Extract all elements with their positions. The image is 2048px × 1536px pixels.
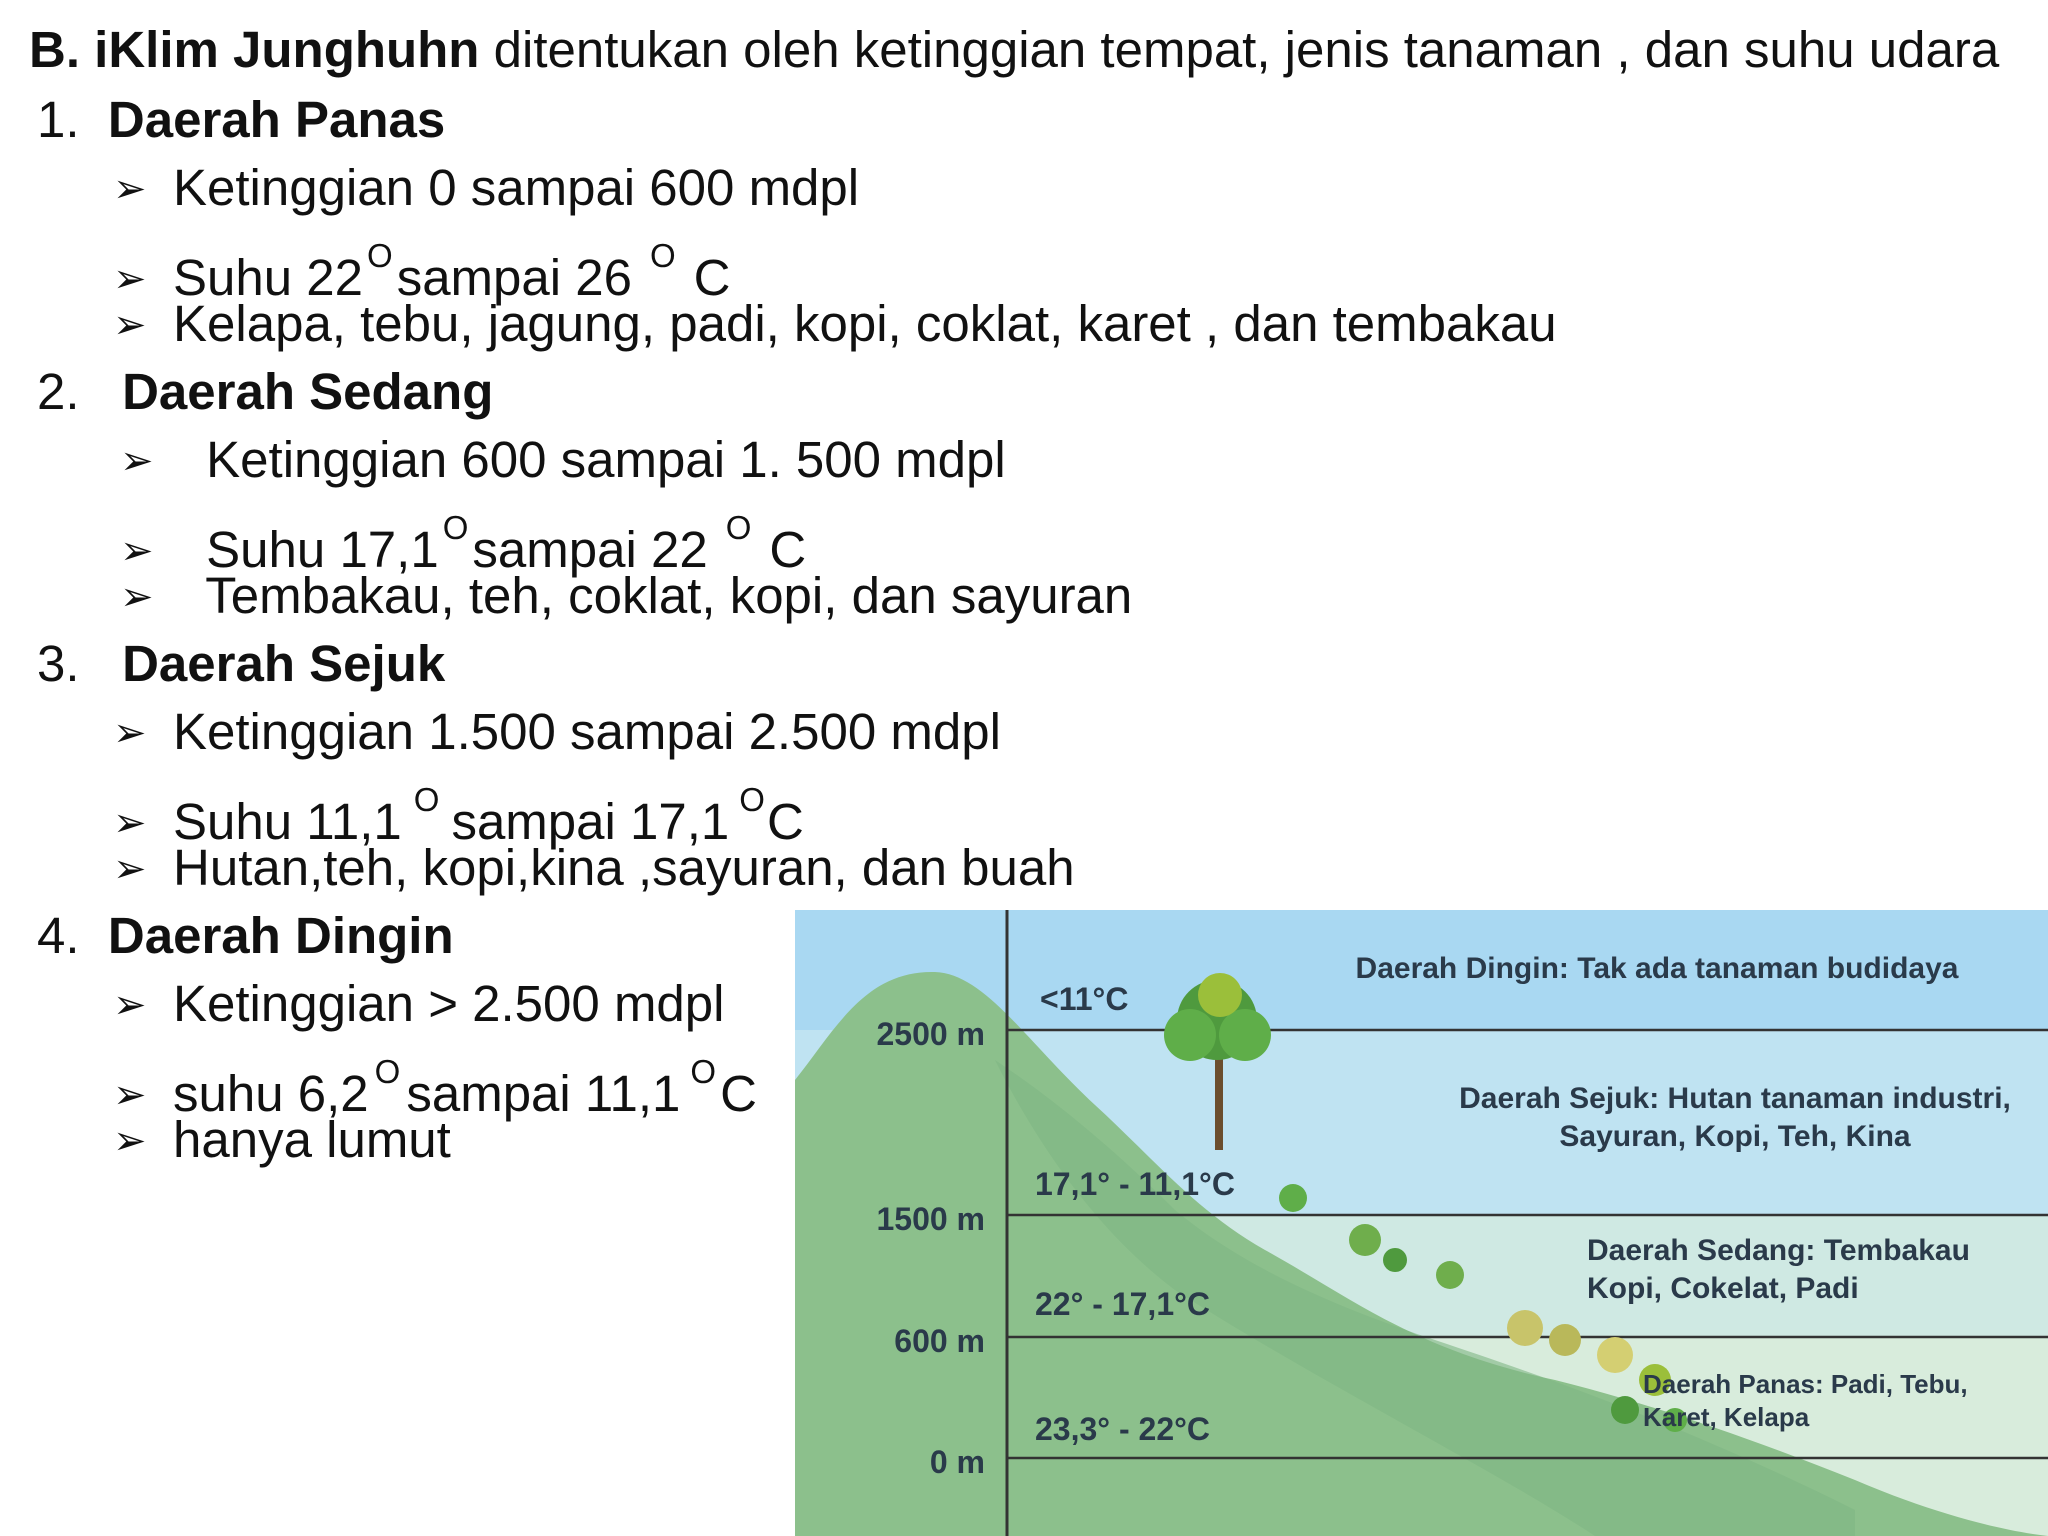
- list-item: [120, 430, 1006, 491]
- arrow-bullet-icon: ➢: [113, 982, 147, 1028]
- item-text: Ketinggian 600 sampai 1. 500 mdpl: [192, 431, 1006, 488]
- section-title-dingin: [37, 906, 454, 966]
- item-text-mid: sampai 11,1: [406, 1065, 681, 1122]
- item-text-pre: suhu 6,2: [173, 1065, 369, 1122]
- section-number: 3.: [37, 635, 80, 692]
- degree-sign: O: [739, 781, 765, 818]
- item-text-pre: Suhu 11,1: [173, 793, 402, 850]
- degree-sign: O: [690, 1053, 717, 1090]
- section-number: 1.: [37, 91, 80, 148]
- item-text-mid: sampai 17,1: [451, 793, 730, 850]
- arrow-bullet-icon: ➢: [113, 1118, 147, 1164]
- zone-label-panas-line2: Karet, Kelapa: [1643, 1402, 1810, 1432]
- item-text-post: C: [720, 1065, 757, 1122]
- arrow-bullet-icon: ➢: [113, 710, 147, 756]
- item-text: Ketinggian 0 sampai 600 mdpl: [173, 159, 860, 216]
- list-item: [113, 294, 1557, 355]
- degree-sign: O: [650, 237, 676, 274]
- zone-label-dingin: Daerah Dingin: Tak ada tanaman budidaya: [1355, 952, 1959, 985]
- item-text: Ketinggian > 2.500 mdpl: [173, 975, 725, 1032]
- zone-label-sedang-line1: Daerah Sedang: Tembakau: [1587, 1234, 1970, 1267]
- altitude-label-600: 600 m: [894, 1323, 985, 1359]
- zone-label-sedang-line2: Kopi, Cokelat, Padi: [1587, 1272, 1859, 1305]
- section-title-panas: [37, 90, 445, 150]
- degree-sign: O: [442, 509, 469, 546]
- degree-sign: O: [413, 781, 440, 818]
- item-text: Hutan,teh, kopi,kina ,sayuran, dan buah: [173, 839, 1075, 896]
- item-text-post: C: [693, 249, 731, 306]
- heading-bold: B. iKlim Junghuhn: [29, 21, 480, 78]
- altitude-label-0: 0 m: [929, 1444, 985, 1480]
- arrow-bullet-icon: ➢: [113, 302, 147, 348]
- arrow-bullet-icon: ➢: [120, 438, 154, 484]
- item-text-post: C: [766, 793, 804, 850]
- list-item: [113, 974, 725, 1035]
- list-item: [120, 566, 1132, 627]
- arrow-bullet-icon: ➢: [113, 1072, 147, 1118]
- arrow-bullet-icon: ➢: [113, 846, 147, 892]
- item-text: Ketinggian 1.500 sampai 2.500 mdpl: [173, 703, 1001, 760]
- degree-sign: O: [374, 1053, 401, 1090]
- item-text-pre: Suhu 22: [173, 249, 364, 306]
- section-title: Daerah Dingin: [107, 907, 454, 964]
- list-item: [113, 702, 1001, 763]
- section-title: Daerah Panas: [107, 91, 446, 148]
- section-title-sejuk: [37, 634, 445, 694]
- arrow-bullet-icon: ➢: [113, 256, 147, 302]
- arrow-bullet-icon: ➢: [120, 528, 154, 574]
- section-number: 4.: [37, 907, 80, 964]
- section-title-sedang: [37, 362, 493, 422]
- item-text-pre: Suhu 17,1: [192, 521, 439, 578]
- temperature-label-sedang: 22° - 17,1°C: [1035, 1286, 1211, 1322]
- item-text-mid: sampai 26: [396, 249, 632, 306]
- item-text: hanya lumut: [173, 1111, 451, 1168]
- zone-label-sejuk-line2: Sayuran, Kopi, Teh, Kina: [1559, 1120, 1911, 1153]
- arrow-bullet-icon: ➢: [113, 166, 147, 212]
- list-item: [113, 838, 1075, 899]
- temperature-label-sejuk: 17,1° - 11,1°C: [1035, 1166, 1235, 1202]
- degree-sign: O: [367, 237, 393, 274]
- slide-heading: [29, 20, 1999, 80]
- item-text: Tembakau, teh, coklat, kopi, dan sayuran: [192, 567, 1133, 624]
- heading-rest: ditentukan oleh ketinggian tempat, jenis tanaman , dan suhu udara: [479, 21, 2000, 78]
- list-item: [113, 1110, 451, 1171]
- section-title: Daerah Sedang: [122, 363, 494, 420]
- arrow-bullet-icon: ➢: [120, 574, 154, 620]
- temperature-label-panas: 23,3° - 22°C: [1035, 1411, 1211, 1447]
- temperature-label-dingin: <11°C: [1040, 981, 1129, 1017]
- zone-label-sejuk-line1: Daerah Sejuk: Hutan tanaman industri,: [1459, 1082, 2011, 1115]
- altitude-label-1500: 1500 m: [876, 1201, 985, 1237]
- item-text: Kelapa, tebu, jagung, padi, kopi, coklat, karet , dan tembakau: [173, 295, 1557, 352]
- zone-label-panas-line1: Daerah Panas: Padi, Tebu,: [1643, 1369, 1968, 1399]
- section-title: Daerah Sejuk: [122, 635, 446, 692]
- arrow-bullet-icon: ➢: [113, 800, 147, 846]
- altitude-label-2500: 2500 m: [876, 1016, 985, 1052]
- list-item: [113, 158, 859, 219]
- degree-sign: O: [725, 509, 752, 546]
- item-text-mid: sampai 22: [472, 521, 708, 578]
- section-number: 2.: [37, 363, 80, 420]
- item-text-post: C: [769, 521, 807, 578]
- junghuhn-zone-diagram: [795, 910, 2048, 1536]
- diagram-svg: [795, 910, 2048, 1536]
